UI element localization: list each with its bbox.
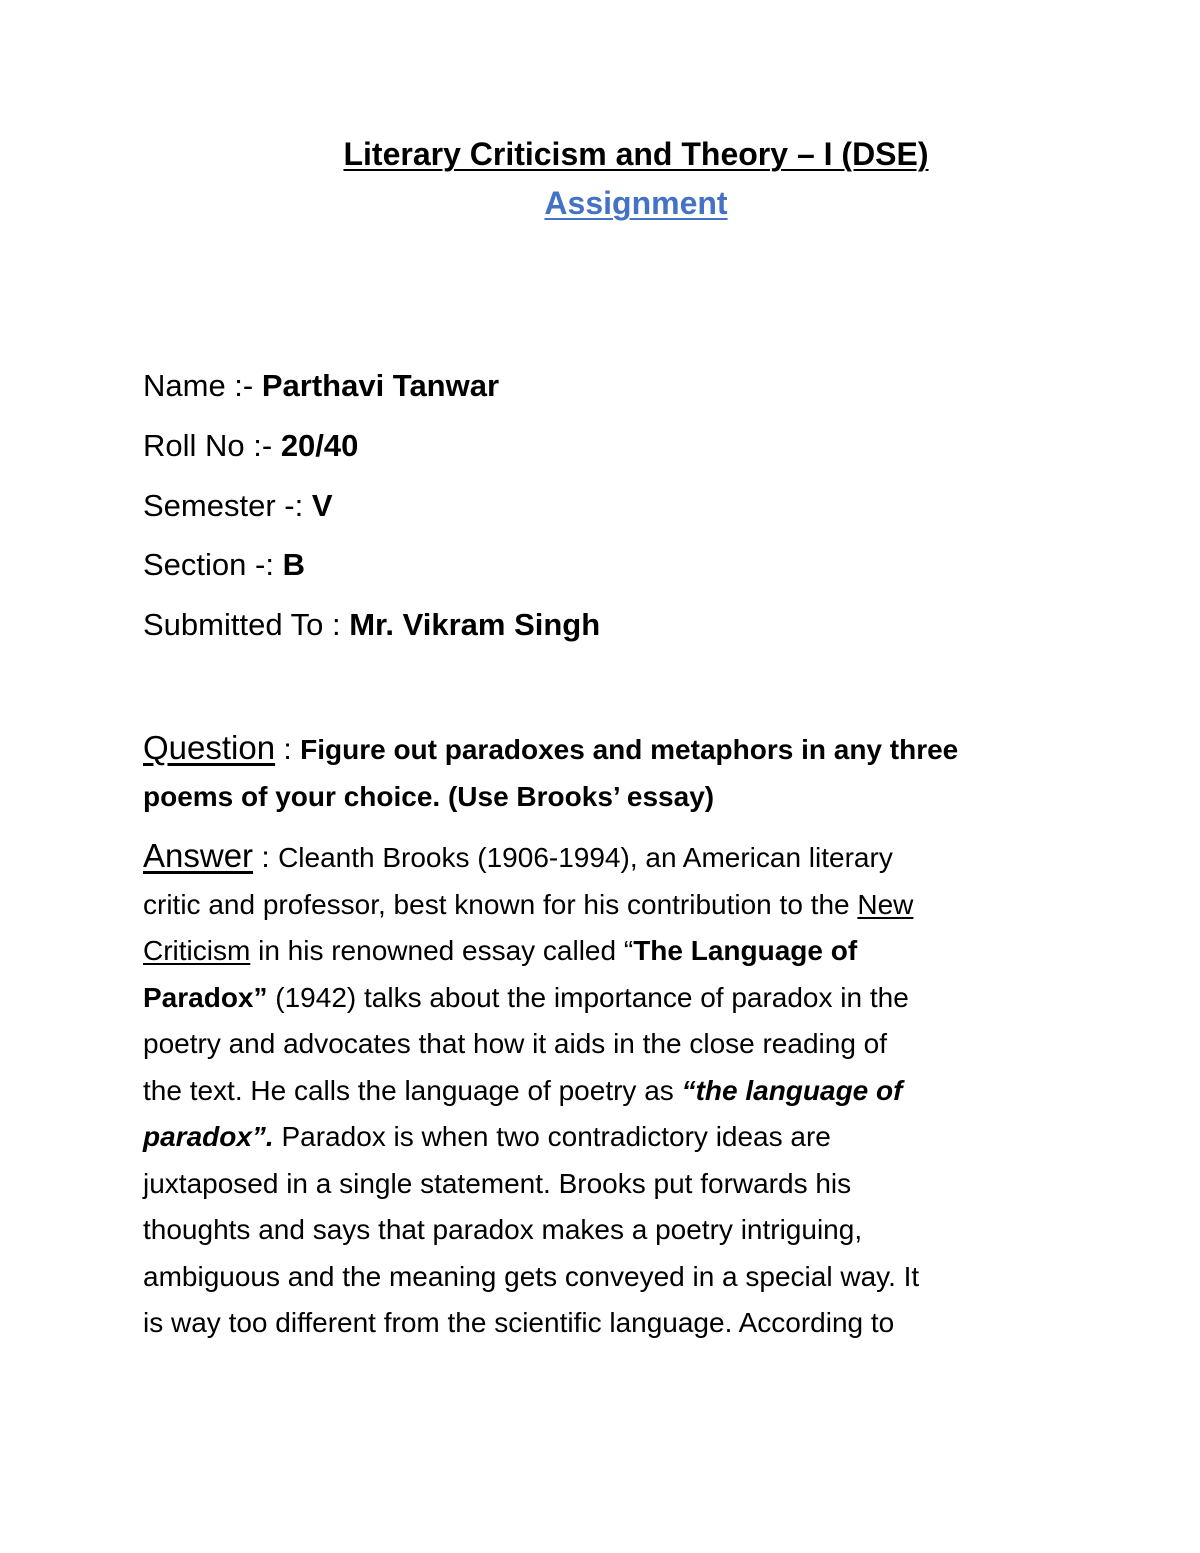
semester-label: Semester -: — [143, 488, 312, 523]
answer-line: is way too different from the scientific language. According to — [143, 1307, 895, 1338]
answer-block — [143, 833, 1073, 1347]
answer-line — [143, 833, 1073, 882]
question-label: Question — [143, 729, 276, 766]
submitted-to-field — [143, 607, 600, 643]
answer-line — [143, 1114, 1073, 1161]
answer-text: critic and professor, best known for his contribution to the — [143, 888, 858, 920]
answer-text: Paradox is when two contradictory ideas are — [273, 1121, 831, 1152]
answer-line: ambiguous and the meaning gets conveyed in a special way. It — [143, 1260, 920, 1292]
document-title: Literary Criticism and Theory – I (DSE) — [343, 136, 929, 172]
question-text-1: Figure out paradoxes and metaphors in any three — [300, 734, 959, 765]
answer-bold-italic-text: “the language of — [681, 1074, 903, 1106]
question-text-2: poems of your choice. (Use Brooks’ essay) — [143, 781, 715, 812]
answer-line: juxtaposed in a single statement. Brooks put forwards his — [143, 1167, 852, 1199]
answer-bold-italic-text: paradox”. — [143, 1121, 274, 1152]
answer-line: thoughts and says that paradox makes a poetry intriguing, — [143, 1214, 863, 1245]
roll-field — [143, 428, 358, 464]
answer-bold-text: The Language of — [633, 935, 858, 966]
answer-label: Answer — [143, 837, 254, 874]
answer-underlined-text: Criticism — [143, 935, 251, 966]
name-value: Parthavi Tanwar — [261, 368, 500, 403]
answer-text: Cleanth Brooks (1906-1994), an American literary — [278, 842, 893, 873]
answer-line — [143, 975, 1073, 1022]
answer-line — [143, 882, 1073, 929]
answer-colon: : — [253, 841, 279, 874]
section-label: Section -: — [143, 547, 283, 582]
section-value: B — [282, 547, 305, 582]
question-line-1 — [143, 724, 1073, 773]
answer-line — [143, 1068, 1073, 1115]
answer-line — [143, 928, 1073, 975]
semester-field — [143, 488, 333, 524]
name-label: Name :- — [143, 368, 262, 403]
document-subtitle: Assignment — [544, 185, 728, 221]
roll-label: Roll No :- — [143, 428, 281, 463]
submitted-value: Mr. Vikram Singh — [349, 607, 601, 642]
question-colon: : — [275, 733, 301, 766]
answer-text: (1942) talks about the importance of paradox in the — [267, 981, 909, 1013]
answer-text: in his renowned essay called “ — [250, 935, 634, 966]
submitted-label: Submitted To : — [143, 607, 350, 642]
question-block — [143, 724, 1073, 820]
semester-value: V — [311, 488, 333, 523]
answer-underlined-text: New — [857, 888, 914, 920]
answer-text: the text. He calls the language of poetry as — [143, 1074, 682, 1106]
name-field — [143, 368, 499, 404]
roll-value: 20/40 — [280, 428, 359, 463]
answer-bold-text: Paradox” — [143, 981, 268, 1013]
section-field — [143, 547, 305, 583]
answer-line: poetry and advocates that how it aids in the close reading of — [143, 1028, 888, 1059]
